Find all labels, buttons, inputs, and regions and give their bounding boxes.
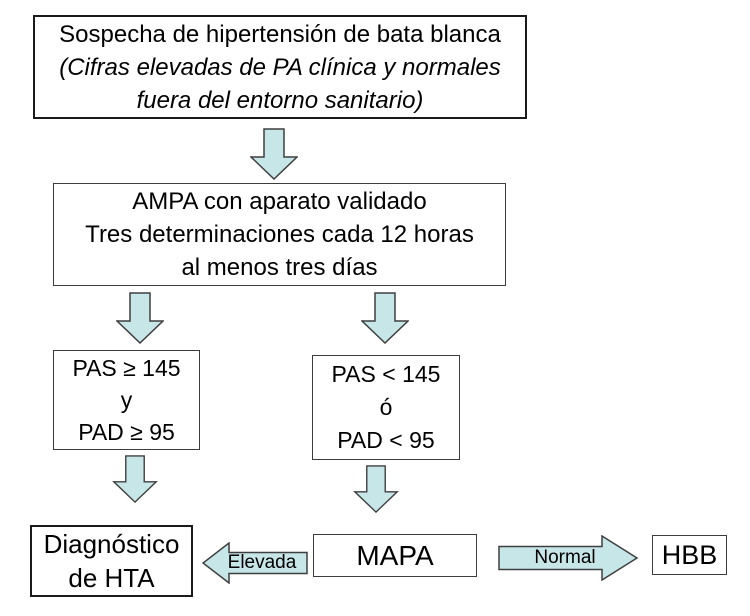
pas-high-box — [53, 350, 200, 450]
pas-high-line1: PAS ≥ 145 — [72, 355, 181, 381]
suspect-subtitle-line1: (Cifras elevadas de PA clínica y normales — [59, 53, 501, 81]
mapa-box — [313, 534, 477, 577]
down-arrow-suspect-to-ampa — [250, 128, 298, 180]
hbb-box — [652, 535, 727, 575]
pas-high-line2: y — [120, 387, 133, 413]
left-arrow-elevada — [202, 542, 308, 584]
pas-low-line2: ó — [379, 394, 393, 420]
elevada-label: Elevada — [227, 552, 297, 573]
suspect-box — [33, 15, 527, 119]
suspect-subtitle-line2: fuera del entorno sanitario) — [136, 86, 424, 114]
ampa-line3: al menos tres días — [181, 254, 378, 281]
normal-label: Normal — [534, 547, 596, 568]
diagnosis-line2: de HTA — [68, 563, 155, 593]
mapa-label: MAPA — [356, 539, 434, 571]
down-arrow-icon — [111, 455, 159, 503]
down-arrow-icon — [116, 292, 164, 344]
ampa-box — [53, 183, 506, 286]
ampa-line2: Tres determinaciones cada 12 horas — [85, 221, 474, 248]
down-arrow-icon — [352, 465, 400, 513]
down-arrow-ampa-to-pas-low — [361, 292, 409, 344]
ampa-line1: AMPA con aparato validado — [132, 188, 427, 215]
pas-low-box — [312, 355, 460, 460]
pas-high-line3: PAD ≥ 95 — [78, 419, 175, 445]
down-arrow-icon — [250, 128, 298, 180]
down-arrow-icon — [361, 292, 409, 344]
down-arrow-pas-high-to-diagnosis — [111, 455, 159, 503]
hbb-label: HBB — [661, 539, 718, 570]
diagnosis-box — [30, 525, 193, 597]
pas-low-line3: PAD < 95 — [337, 427, 435, 453]
diagnosis-line1: Diagnóstico — [43, 529, 180, 559]
pas-low-line1: PAS < 145 — [331, 361, 441, 387]
right-arrow-normal — [498, 535, 638, 581]
suspect-title: Sospecha de hipertensión de bata blanca — [59, 20, 501, 48]
down-arrow-pas-low-to-mapa — [352, 465, 400, 513]
down-arrow-ampa-to-pas-high — [116, 292, 164, 344]
